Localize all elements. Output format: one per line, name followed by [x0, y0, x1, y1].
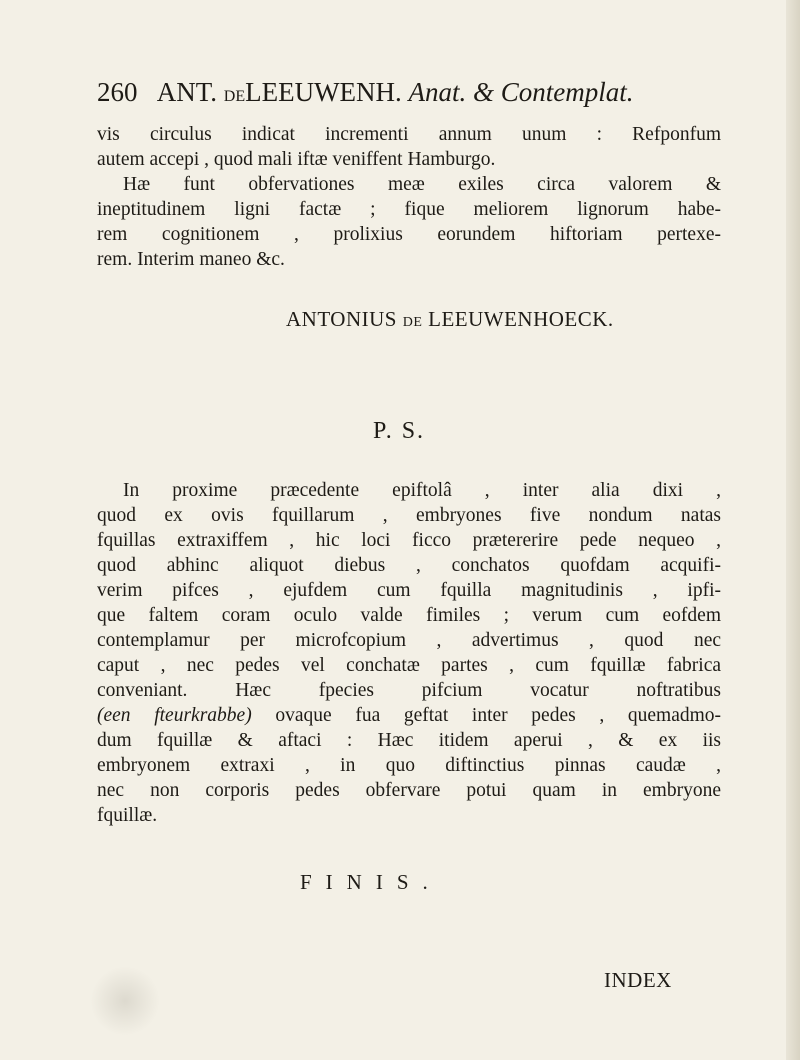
italic-term: (een — [97, 705, 131, 726]
text-line: fquillæ. — [97, 805, 158, 826]
text-line: quod abhinc aliquot diebus , conchatos quofdam acquifi- — [97, 555, 721, 576]
text-line: nec non corporis pedes obfervare potui quam in embryone — [97, 780, 721, 801]
header-title: Anat. & Contemplat. — [408, 77, 634, 107]
text-line: dum fquillæ & aftaci : Hæc itidem aperui , & ex iis — [97, 730, 721, 751]
paragraph-2 — [97, 172, 721, 272]
running-header — [97, 76, 717, 113]
header-author-surname: LEEUWENH. — [245, 77, 402, 107]
page-edge-shadow — [786, 0, 800, 1060]
text-line: que faltem coram oculo valde fimiles ; verum cum eofdem — [97, 605, 721, 626]
page-number: 260 — [97, 77, 138, 107]
text-line: embryonem extraxi , in quo diftinctius pinnas caudæ , — [97, 755, 721, 776]
text-line: fquillas extraxiffem , hic loci ficco prætererire pede nequeo , — [97, 530, 721, 551]
text-line: ineptitudinem ligni factæ ; fique meliorem lignorum habe- — [97, 199, 721, 220]
header-author-particle: DE — [223, 88, 246, 105]
text-line: conveniant. Hæc fpecies pifcium vocatur noftratibus — [97, 680, 721, 701]
text-fragment: ovaque fua geftat inter pedes , quemadmo- — [275, 705, 722, 726]
text-line: rem. Interim maneo &c. — [97, 249, 285, 270]
signature-last: LEEUWENHOECK. — [428, 307, 614, 331]
ink-smudge — [90, 966, 160, 1036]
text-line: quod ex ovis fquillarum , embryones five nondum natas — [97, 505, 721, 526]
italic-term: fteurkrabbe) — [154, 705, 252, 726]
text-line: caput , nec pedes vel conchatæ partes , cum fquillæ fabrica — [97, 655, 721, 676]
text-line: verim pifces , ejufdem cum fquilla magnitudinis , ipfi- — [97, 580, 721, 601]
signature-particle: DE — [402, 315, 423, 330]
text-line: rem cognitionem , prolixius eorundem hiftoriam pertexe- — [97, 224, 721, 245]
text-line: autem accepi , quod mali iftæ veniffent Hamburgo. — [97, 149, 496, 170]
header-author: ANT. — [156, 77, 218, 107]
paragraph-1 — [97, 122, 721, 172]
catchword: INDEX — [604, 968, 672, 992]
text-line: contemplamur per microfcopium , advertimus , quod nec — [97, 630, 721, 651]
text-line: vis circulus indicat incrementi annum unum : Refponfum — [97, 124, 721, 145]
text-line: In proxime præcedente epiftolâ , inter alia dixi , — [123, 480, 721, 501]
paragraph-3 — [97, 478, 721, 828]
signature-first: ANTONIUS — [286, 307, 397, 331]
text-line — [97, 703, 721, 728]
text-line: Hæ funt obfervationes meæ exiles circa valorem & — [123, 174, 721, 195]
postscript-heading: P. S. — [373, 418, 426, 444]
finis-mark: FINIS. — [300, 870, 442, 894]
signature — [286, 307, 614, 332]
